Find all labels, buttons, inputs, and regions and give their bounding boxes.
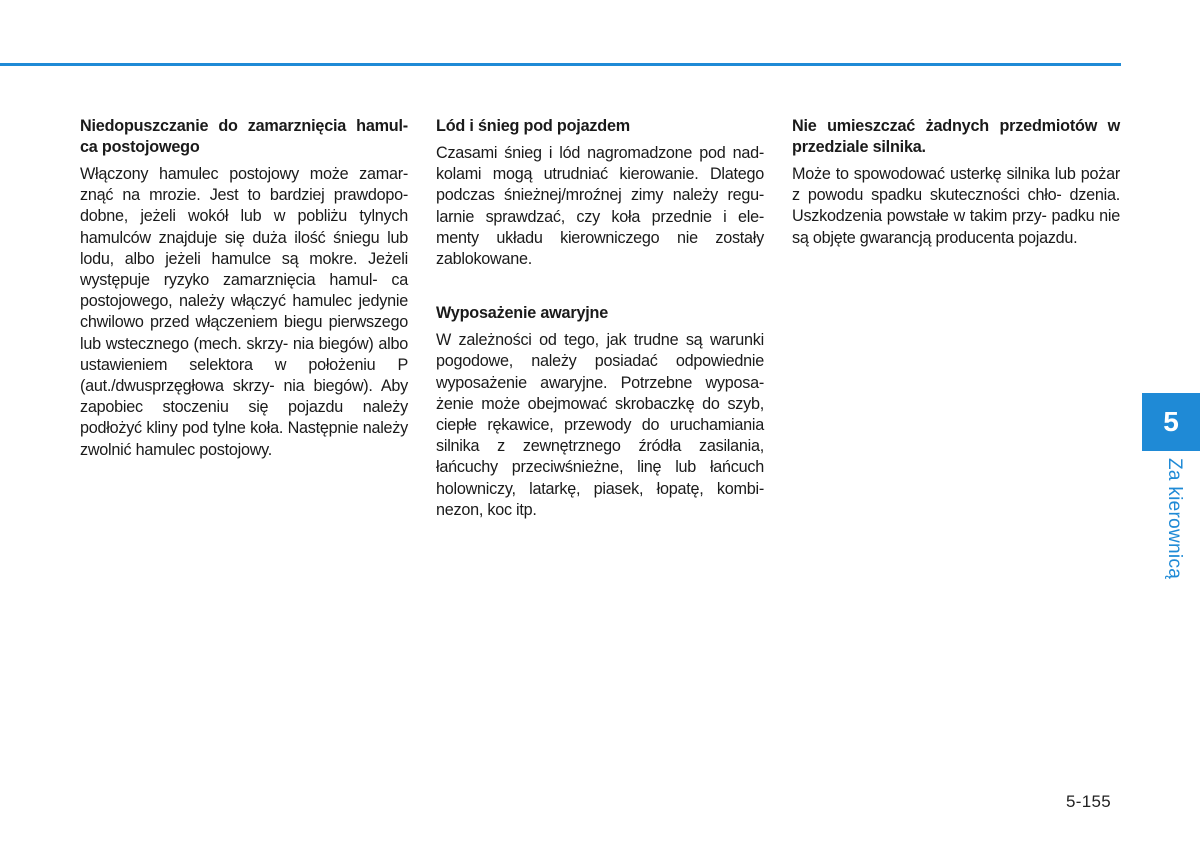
section-body: W zależności od tego, jak trudne są warunki pogodowe, należy posiadać odpowiednie wyposażenie awaryjne. Potrzebne wyposa- żenie może obejmować skrobaczkę do szyb, ciepłe rękawice, przewody do uruchamiania silnika z zewnętrznego źródła zasilania, łańcuchy przeciwśnieżne, linę lub łańcuch holowniczy, latarkę, piasek, łopatę, kombi- nezon, koc itp. (436, 331, 764, 519)
column-2 (436, 116, 764, 521)
column-1 (80, 116, 408, 461)
section-body: Może to spowodować usterkę silnika lub pożar z powodu spadku skuteczności chło- dzenia. Uszkodzenia powstałe w takim przy- padku nie są objęte gwarancją producenta pojazdu. (792, 165, 1120, 247)
chapter-title: Za kierownicą (1164, 458, 1185, 580)
section-heading: Wyposażenie awaryjne (436, 304, 609, 323)
chapter-tab[interactable]: 5 (1142, 393, 1200, 451)
section-spacer (436, 270, 764, 303)
section-heading: Lód i śnieg pod pojazdem (436, 117, 630, 135)
section-engine-compartment (792, 116, 1120, 249)
section-parking-brake (80, 116, 408, 461)
section-emergency-equipment (436, 303, 764, 521)
column-3 (792, 116, 1120, 249)
section-body: Czasami śnieg i lód nagromadzone pod nad- kolami mogą utrudniać kierowanie. Dlatego podczas śnieżnej/mroźnej zimy należy regu- larnie sprawdzać, czy koła przednie i ele- menty układu kierowniczego nie zostały zablokowane. (436, 144, 764, 269)
section-heading: Niedopuszczanie do zamarznięcia hamul- ca postojowego (80, 117, 408, 156)
header-rule (0, 63, 1121, 66)
section-ice-snow (436, 116, 764, 270)
page-number: 5-155 (1066, 792, 1111, 811)
section-body: Włączony hamulec postojowy może zamar- znąć na mrozie. Jest to bardziej prawdopo- dobne, jeżeli wokół lub w pobliżu tylnych hamulców znajduje się duża ilość śniegu lub lodu, albo jeżeli hamulce są mokre. Jeżeli występuje ryzyko zamarznięcia hamul- ca postojowego, należy włączyć hamulec jedynie chwilowo przed włączeniem biegu pierwszego lub wstecznego (mech. skrzy- nia biegów) albo ustawieniem selektora w położeniu P (aut./dwusprzęgłowa skrzy- nia biegów). Aby zapobiec stoczeniu się pojazdu należy podłożyć kliny pod tylne koła. Następnie należy zwolnić hamulec postojowy. (80, 165, 408, 459)
section-heading: Nie umieszczać żadnych przedmiotów w przedziale silnika. (792, 117, 1120, 156)
